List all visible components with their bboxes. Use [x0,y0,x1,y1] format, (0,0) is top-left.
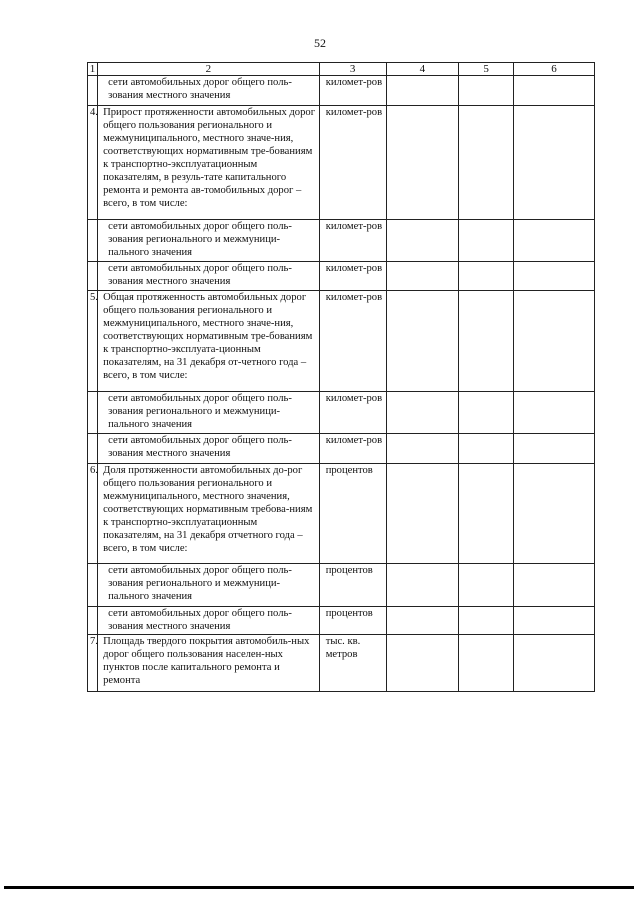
row-number [88,392,98,434]
unit-of-measure: процентов [319,464,386,564]
row-number [88,220,98,262]
value-cell-5 [459,220,514,262]
row-number [88,607,98,635]
header-col-4: 4 [386,63,459,76]
value-cell-4 [386,635,459,692]
table-row [88,635,595,692]
value-cell-6 [514,635,595,692]
bottom-rule [4,886,634,889]
row-number [88,564,98,607]
value-cell-6 [514,564,595,607]
table-row [88,291,595,392]
unit-of-measure: километ-ров [319,76,386,106]
header-col-2: 2 [98,63,320,76]
indicators-table [87,62,595,692]
value-cell-6 [514,392,595,434]
value-cell-6 [514,291,595,392]
value-cell-6 [514,607,595,635]
value-cell-5 [459,635,514,692]
value-cell-6 [514,106,595,220]
value-cell-4 [386,464,459,564]
table-row [88,564,595,607]
table-row [88,434,595,464]
value-cell-5 [459,607,514,635]
value-cell-5 [459,464,514,564]
value-cell-4 [386,220,459,262]
value-cell-4 [386,291,459,392]
value-cell-4 [386,76,459,106]
unit-of-measure: процентов [319,564,386,607]
value-cell-5 [459,291,514,392]
indicator-name: Прирост протяженности автомобильных дорог общего пользования регионального и межмуниципального, местного значе-ния, соответствующих нормативным тре-бованиям к транспортно-эксплуатационным показателям, в резуль-тате капитального ремонта и ремонта ав-томобильных дорог – всего, в том числе: [98,106,320,220]
table-row [88,220,595,262]
row-number [88,76,98,106]
unit-of-measure: километ-ров [319,291,386,392]
value-cell-5 [459,76,514,106]
unit-of-measure: процентов [319,607,386,635]
value-cell-6 [514,220,595,262]
table-row [88,76,595,106]
header-col-5: 5 [459,63,514,76]
indicator-name: сети автомобильных дорог общего поль-зования местного значения [98,607,320,635]
table-row [88,607,595,635]
header-col-6: 6 [514,63,595,76]
value-cell-5 [459,564,514,607]
indicator-name: сети автомобильных дорог общего поль-зования местного значения [98,434,320,464]
page-number: 52 [314,36,326,50]
row-number [88,262,98,291]
value-cell-4 [386,564,459,607]
value-cell-5 [459,434,514,464]
value-cell-4 [386,106,459,220]
indicator-name: Доля протяженности автомобильных до-рог общего пользования регионального и межмуниципального, местного значения, соответствующих нормативным требова-ниям к транспортно-эксплуатационным показателям, на 31 декабря отчетного года – всего, в том числе: [98,464,320,564]
table-row [88,392,595,434]
row-number: 5. [88,291,98,392]
value-cell-5 [459,106,514,220]
value-cell-5 [459,262,514,291]
value-cell-5 [459,392,514,434]
unit-of-measure: километ-ров [319,434,386,464]
row-number [88,434,98,464]
unit-of-measure: тыс. кв. метров [319,635,386,692]
indicator-name: Общая протяженность автомобильных дорог общего пользования регионального и межмуниципального, местного значе-ния, соответствующих нормативным тре-бованиям к транспортно-эксплуата-ционным показателям, на 31 декабря от-четного года – всего, в том числе: [98,291,320,392]
value-cell-6 [514,434,595,464]
value-cell-4 [386,434,459,464]
value-cell-6 [514,262,595,291]
value-cell-4 [386,607,459,635]
indicator-name: сети автомобильных дорог общего поль-зования местного значения [98,76,320,106]
indicator-name: Площадь твердого покрытия автомобиль-ных дорог общего пользования населен-ных пунктов после капитального ремонта и ремонта [98,635,320,692]
indicator-name: сети автомобильных дорог общего поль-зования регионального и межмуници-пального значения [98,564,320,607]
unit-of-measure: километ-ров [319,262,386,291]
header-col-1: 1 [88,63,98,76]
indicator-name: сети автомобильных дорог общего поль-зования регионального и межмуници-пального значения [98,220,320,262]
unit-of-measure: километ-ров [319,106,386,220]
value-cell-6 [514,464,595,564]
row-number: 4. [88,106,98,220]
value-cell-4 [386,262,459,291]
value-cell-4 [386,392,459,434]
row-number: 7. [88,635,98,692]
table-row [88,262,595,291]
indicator-name: сети автомобильных дорог общего поль-зования местного значения [98,262,320,291]
unit-of-measure: километ-ров [319,392,386,434]
indicator-name: сети автомобильных дорог общего поль-зования регионального и межмуници-пального значения [98,392,320,434]
unit-of-measure: километ-ров [319,220,386,262]
header-col-3: 3 [319,63,386,76]
table-row [88,106,595,220]
value-cell-6 [514,76,595,106]
header-row [88,63,595,76]
table-row [88,464,595,564]
row-number: 6. [88,464,98,564]
